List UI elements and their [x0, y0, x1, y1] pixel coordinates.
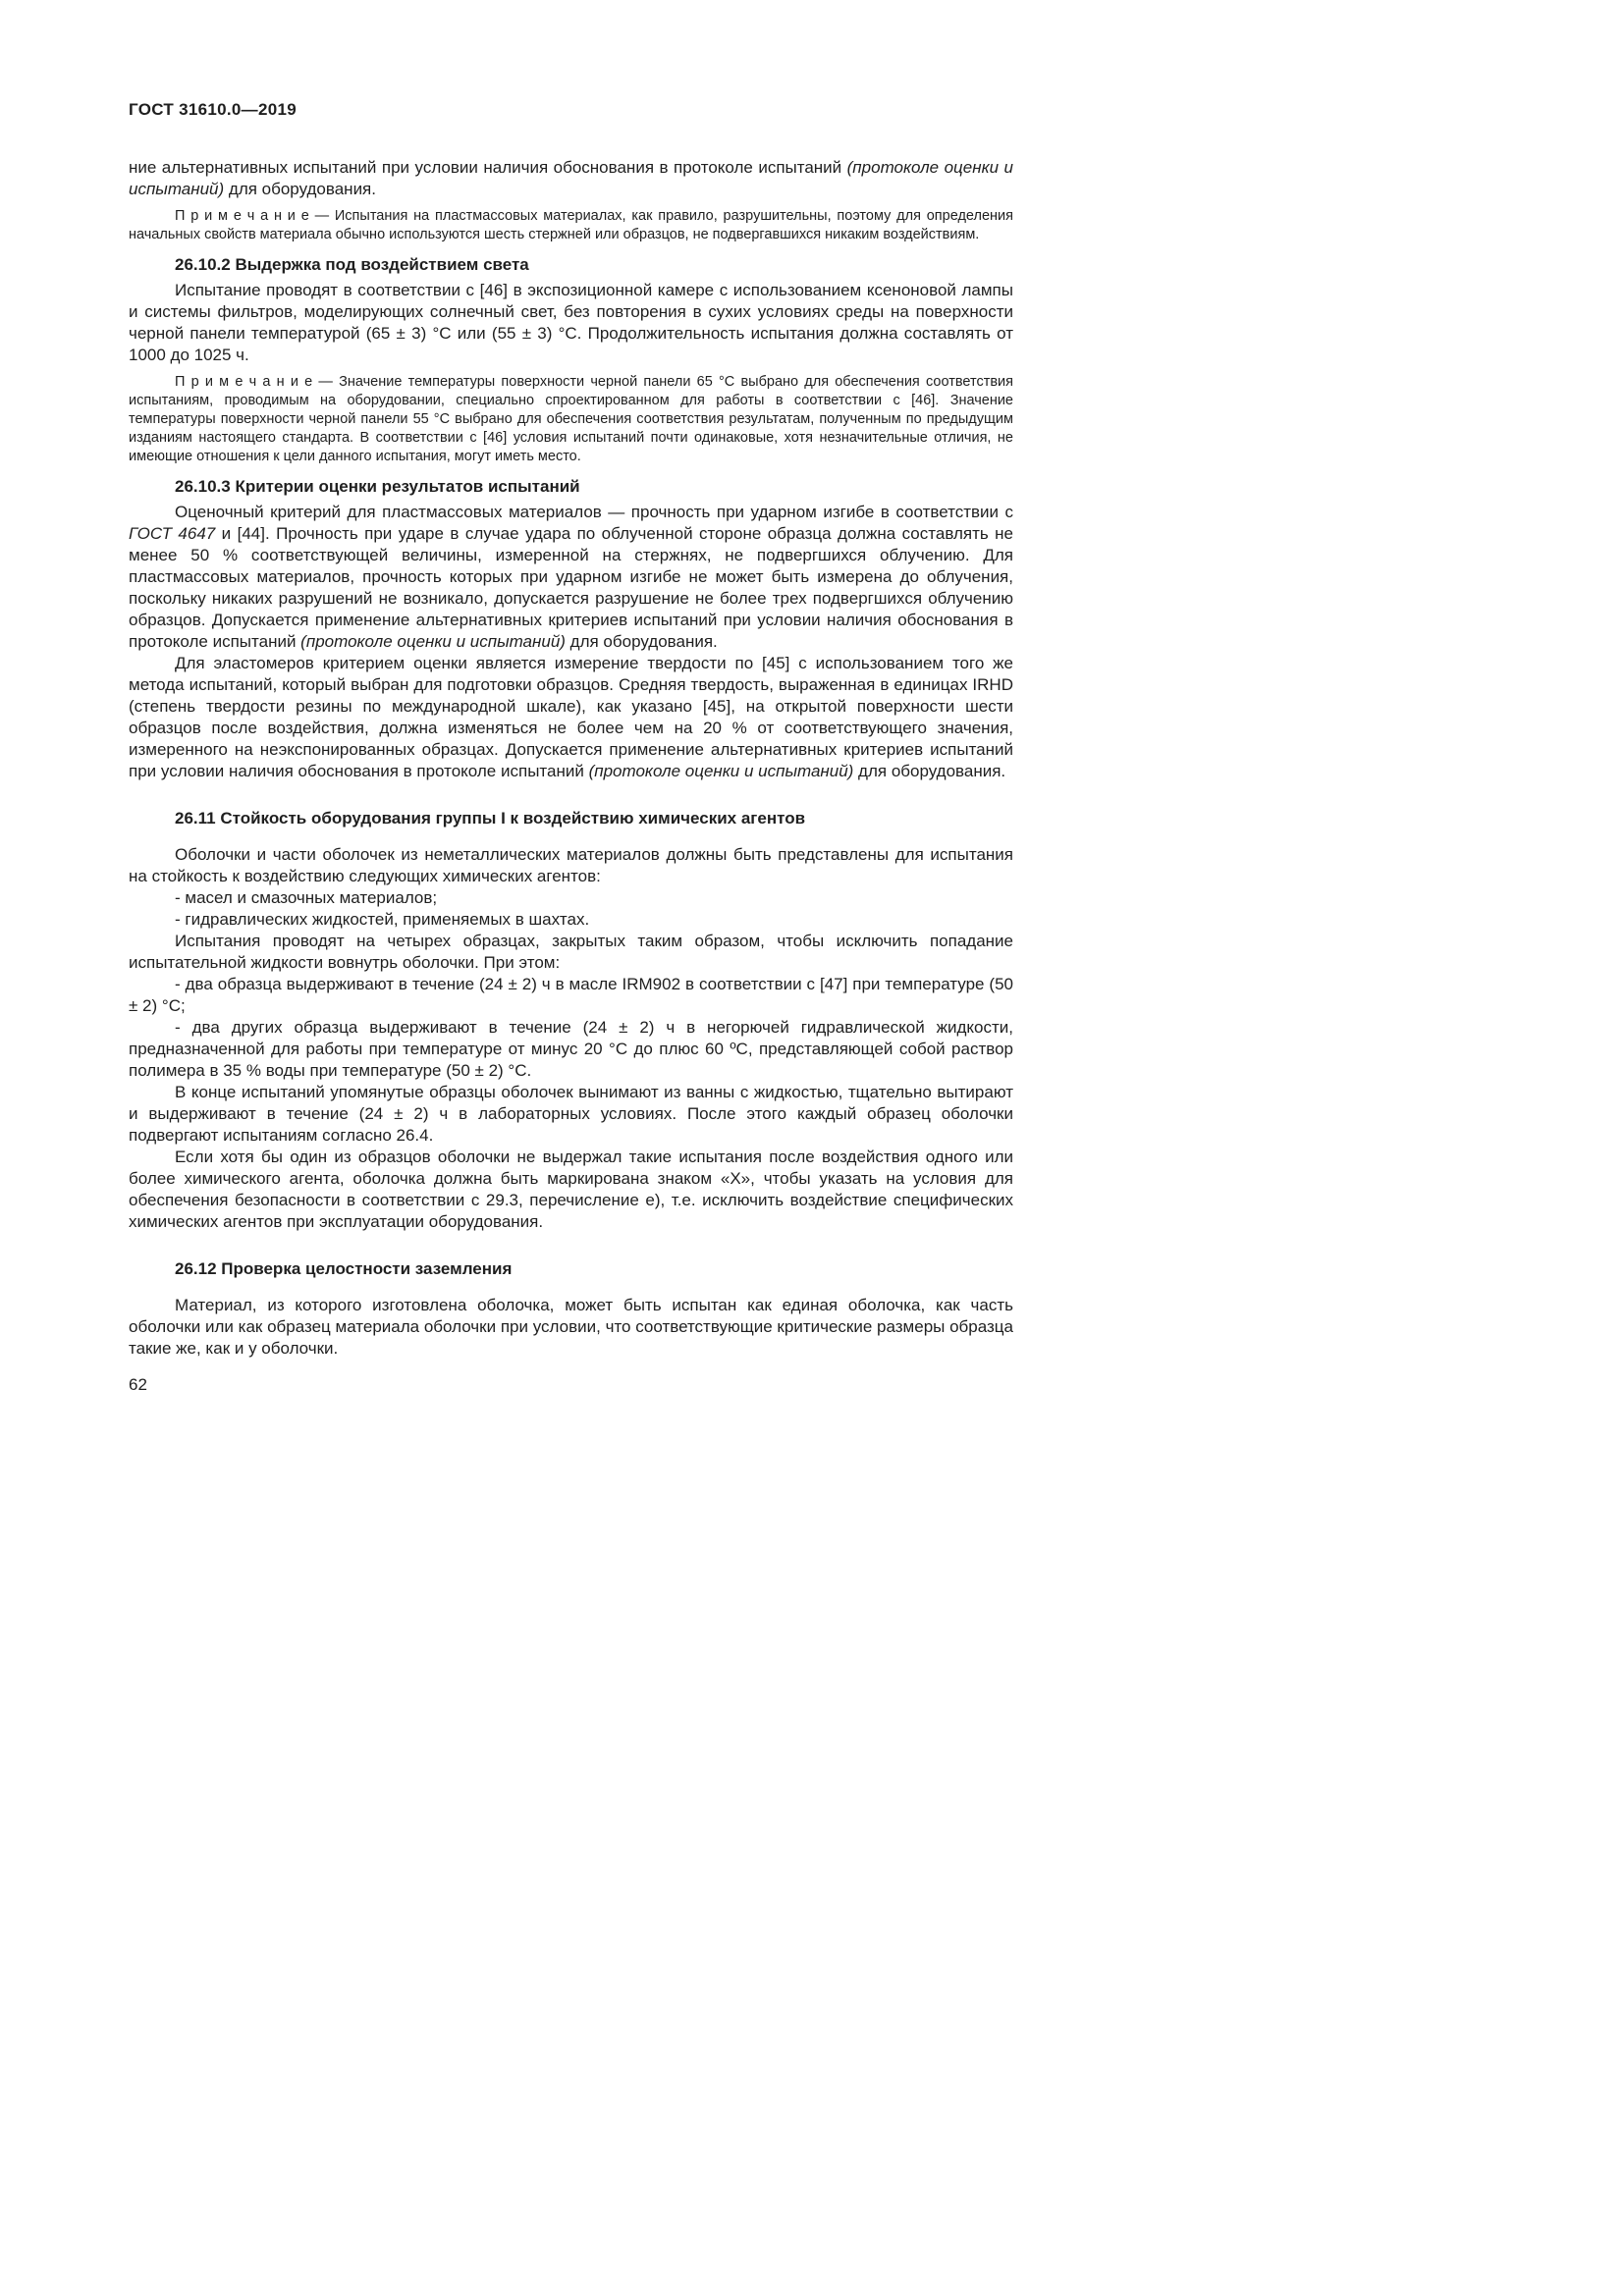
text-run: 26.10.2 Выдержка под воздействием света	[175, 255, 529, 274]
section-heading	[129, 808, 1013, 829]
text-run: Для эластомеров критерием оценки является измерение твердости по [45] с использованием того же метода испытаний, который выбран для подготовки образцов. Средняя твердость, выраженная в единицах IRHD (степень твердости резины по международной шкале), как указано [45], на открытой поверхности шести образцов после воздействия, должна изменяться не более чем на 20 % от соответствующего значения, измеренного на неэкспонированных образцах. Допускается применение альтернативных критериев испытаний при условии наличия обоснования в протоколе испытаний	[129, 654, 1013, 780]
body-paragraph	[129, 931, 1013, 974]
note-paragraph	[129, 207, 1013, 244]
text-run: ние альтернативных испытаний при условии наличия обоснования в протоколе испытаний	[129, 158, 847, 177]
text-run: для оборудования.	[565, 632, 718, 651]
italic-text-run: (протоколе оценки и испытаний)	[129, 158, 1013, 198]
text-run: 26.11 Стойкость оборудования группы I к воздействию химических агентов	[175, 809, 806, 828]
body-paragraph	[129, 844, 1013, 887]
text-run: Испытание проводят в соответствии с [46] в экспозиционной камере с использованием ксеноновой лампы и системы фильтров, моделирующих солнечный свет, без повторения в сухих условиях среды на поверхности черной панели температурой (65 ± 3) °С или (55 ± 3) °С. Продолжительность испытания должна составлять от 1000 до 1025 ч.	[129, 281, 1013, 364]
text-run: П р и м е ч а н и е — Испытания на пластмассовых материалах, как правило, разрушительны, поэтому для определения начальных свойств материала обычно используются шесть стержней или образцов, не подвергавшихся никаким воздействиям.	[129, 208, 1013, 242]
text-run: и [44]. Прочность при ударе в случае удара по облученной стороне образца должна составлять не менее 50 % соответствующей величины, измеренной на стержнях, не подвергшихся облучению. Для пластмассовых материалов, прочность которых при ударном изгибе не может быть измерена до облучения, поскольку никаких разрушений не возникало, допускается разрушение не более трех подвергшихся облучению образцов. Допускается применение альтернативных критериев испытаний при условии наличия обоснования в протоколе испытаний	[129, 524, 1013, 651]
text-run: - два других образца выдерживают в течение (24 ± 2) ч в негорючей гидравлической жидкости, предназначенной для работы при температуре от минус 20 °С до плюс 60 ºС, представляющей собой раствор полимера в 35 % воды при температуре (50 ± 2) °С.	[129, 1018, 1013, 1080]
body-paragraph	[129, 887, 1013, 909]
body-paragraph	[129, 909, 1013, 931]
body-paragraph	[129, 157, 1013, 200]
text-run: для оборудования.	[853, 762, 1006, 780]
body-paragraph	[129, 280, 1013, 366]
text-run: для оборудования.	[224, 180, 376, 198]
text-run: П р и м е ч а н и е — Значение температуры поверхности черной панели 65 °С выбрано для обеспечения соответствия испытаниям, проводимым на оборудовании, специально спроектированном для работы в соответствии с [46]. Значение температуры поверхности черной панели 55 °С выбрано для обеспечения соответствия результатам, полученным по предыдущим изданиям настоящего стандарта. В соответствии с [46] условия испытаний почти одинаковые, хотя незначительные отличия, не имеющие отношения к цели данного испытания, могут иметь место.	[129, 374, 1013, 464]
document-content	[129, 157, 1013, 1360]
text-run: Материал, из которого изготовлена оболочка, может быть испытан как единая оболочка, как часть оболочки или как образец материала оболочки при условии, что соответствующие критические размеры образца такие же, как и у оболочки.	[129, 1296, 1013, 1358]
section-heading	[129, 1258, 1013, 1280]
text-run: Оболочки и части оболочек из неметаллических материалов должны быть представлены для испытания на стойкость к воздействию следующих химических агентов:	[129, 845, 1013, 885]
section-heading	[129, 476, 1013, 498]
text-block	[129, 100, 1013, 1395]
text-run: 26.10.3 Критерии оценки результатов испытаний	[175, 477, 580, 496]
text-run: Оценочный критерий для пластмассовых материалов — прочность при ударном изгибе в соответствии с	[175, 503, 1013, 521]
document-header: ГОСТ 31610.0—2019	[129, 100, 297, 119]
italic-text-run: (протоколе оценки и испытаний)	[300, 632, 566, 651]
body-paragraph	[129, 1147, 1013, 1233]
body-paragraph	[129, 1295, 1013, 1360]
text-run: Испытания проводят на четырех образцах, закрытых таким образом, чтобы исключить попадание испытательной жидкости вовнутрь оболочки. При этом:	[129, 932, 1013, 972]
section-heading	[129, 254, 1013, 276]
body-paragraph	[129, 974, 1013, 1017]
italic-text-run: ГОСТ 4647	[129, 524, 216, 543]
body-paragraph	[129, 1017, 1013, 1082]
text-run: - масел и смазочных материалов;	[175, 888, 438, 907]
page-number: 62	[129, 1375, 147, 1394]
text-run: Если хотя бы один из образцов оболочки не выдержал такие испытания после воздействия одного или более химического агента, оболочка должна быть маркирована знаком «X», чтобы указать на условия для обеспечения безопасности в соответствии с 29.3, перечисление е), т.е. исключить воздействие специфических химических агентов при эксплуатации оборудования.	[129, 1148, 1013, 1231]
text-run: - гидравлических жидкостей, применяемых в шахтах.	[175, 910, 590, 929]
text-run: 26.12 Проверка целостности заземления	[175, 1259, 513, 1278]
italic-text-run: (протоколе оценки и испытаний)	[588, 762, 854, 780]
text-run: В конце испытаний упомянутые образцы оболочек вынимают из ванны с жидкостью, тщательно вытирают и выдерживают в течение (24 ± 2) ч в лабораторных условиях. После этого каждый образец оболочки подвергают испытаниям согласно 26.4.	[129, 1083, 1013, 1145]
body-paragraph	[129, 653, 1013, 782]
body-paragraph	[129, 1082, 1013, 1147]
note-paragraph	[129, 373, 1013, 466]
text-run: - два образца выдерживают в течение (24 ± 2) ч в масле IRM902 в соответствии с [47] при температуре (50 ± 2) °С;	[129, 975, 1013, 1015]
body-paragraph	[129, 502, 1013, 653]
